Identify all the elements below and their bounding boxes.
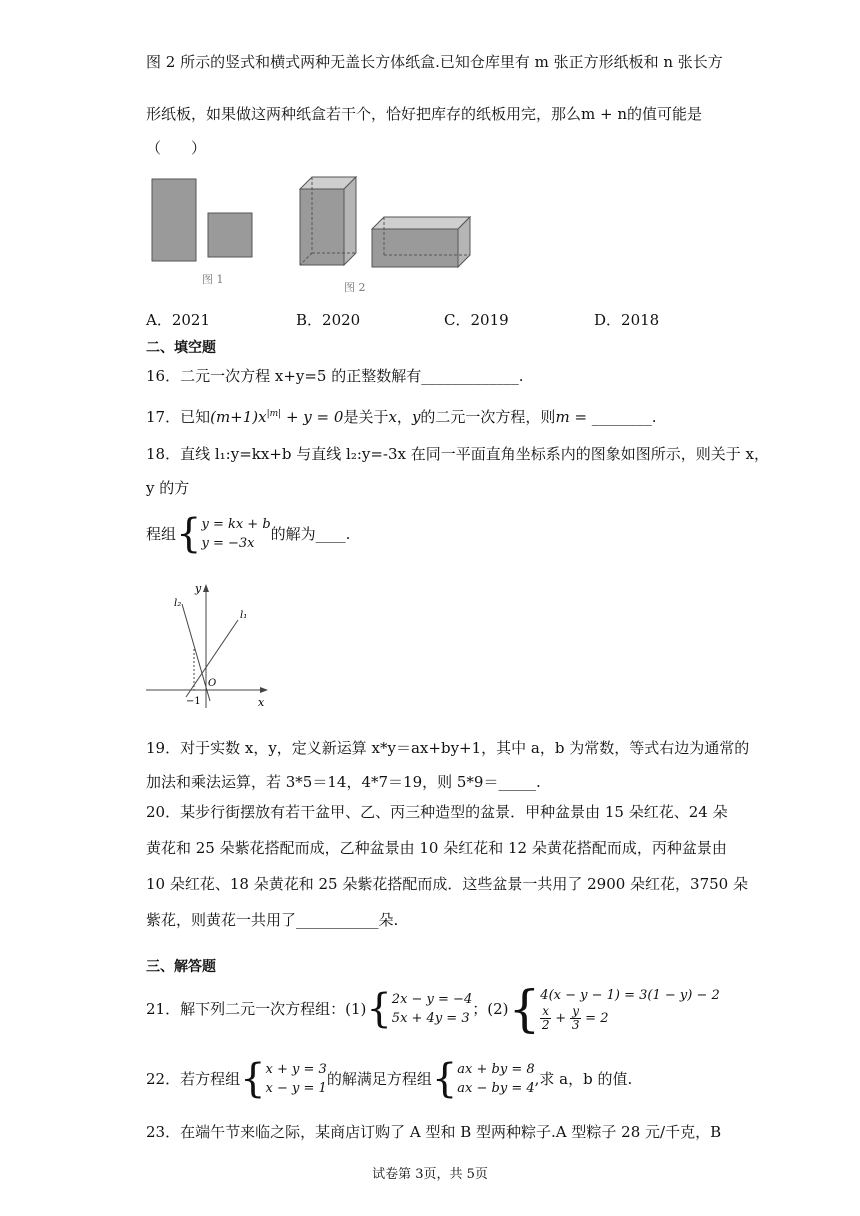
option-a: A．2021 bbox=[146, 311, 211, 329]
q18-system-line bbox=[146, 511, 351, 557]
q22-mid: 的解满足方程组 bbox=[326, 1070, 432, 1088]
tick-minus-one: −1 bbox=[186, 696, 201, 707]
q21-p2-eq1: 4(x − y − 1) = 3(1 − y) − 2 bbox=[540, 988, 720, 1003]
fig2-vertical-box bbox=[300, 177, 356, 265]
q17-sep: ， bbox=[396, 408, 412, 426]
q20-text-line3: 10 朵红花、18 朵黄花和 25 朵紫花搭配而成．这些盆景一共用了 2900 朵红花，3750 朵 bbox=[146, 875, 748, 893]
q18-eq1: y = kx + b bbox=[201, 517, 271, 532]
q21-p2-eq2: $\frac{x}{2}$ + $\frac{y}{3}$ = 2 bbox=[541, 1004, 609, 1032]
origin-label: O bbox=[208, 678, 217, 689]
q17-answer-blank: = ________. bbox=[569, 408, 657, 426]
fig2-horizontal-box bbox=[372, 217, 470, 267]
q18-text-line1: 18．直线 l₁:y=kx+b 与直线 l₂:y=-3x 在同一平面直角坐标系内的图象如图所示，则关于 x， bbox=[146, 445, 769, 463]
q21-line bbox=[146, 980, 720, 1038]
q17-expr-b: + y = 0 bbox=[281, 408, 344, 426]
page-footer: 试卷第 3页，共 5页 bbox=[372, 1167, 488, 1182]
l1-label: l₁ bbox=[240, 610, 248, 621]
q18-text-line2: y 的方 bbox=[146, 479, 190, 497]
q15-figures bbox=[140, 165, 500, 295]
x-axis-arrow bbox=[260, 687, 268, 693]
q19-text-line2: 加法和乘法运算，若 3*5＝14，4*7＝19，则 5*9＝_____. bbox=[146, 773, 541, 791]
q18-tail: 的解为____. bbox=[270, 525, 351, 543]
q23-text: 23．在端午节来临之际，某商店订购了 A 型和 B 型两种粽子.A 型粽子 28 元/千克，B bbox=[146, 1123, 722, 1141]
q21-p1-eq1: 2x − y = −4 bbox=[391, 992, 473, 1007]
q21-frac-x-over-2: $\frac{x}{2}$ bbox=[541, 1004, 550, 1032]
l2-label: l₂ bbox=[174, 598, 182, 609]
q21-system-1 bbox=[392, 990, 472, 1028]
q22-s2-eq2: ax − by = 4 bbox=[457, 1081, 535, 1096]
q18-brace: { bbox=[176, 511, 202, 557]
q15-text-line1: 图 2 所示的竖式和横式两种无盖长方体纸盒.已知仓库里有 m 张正方形纸板和 n 张长方 bbox=[146, 53, 723, 71]
q22-s1-eq1: x + y = 3 bbox=[265, 1062, 327, 1077]
q22-s1-eq2: x − y = 1 bbox=[265, 1081, 327, 1096]
fig1-rectangle-sheet bbox=[152, 179, 196, 261]
q20-text-line4: 紫花，则黄花一共用了___________朵. bbox=[146, 911, 399, 929]
q18-system bbox=[201, 515, 270, 553]
q18-lead: 程组 bbox=[146, 525, 177, 543]
q17-var-m: m bbox=[555, 408, 570, 426]
q21-p1-eq2: 5x + 4y = 3 bbox=[391, 1011, 470, 1026]
q21-brace-2: { bbox=[508, 980, 541, 1038]
q20-text-line2: 黄花和 25 朵紫花搭配而成，乙种盆景由 10 朵红花和 12 朵黄花搭配而成，丙种盆景由 bbox=[146, 839, 727, 857]
q22-brace-1: { bbox=[240, 1056, 266, 1102]
q21-mid: ；(2) bbox=[472, 1000, 509, 1018]
q19-text-line1: 19．对于实数 x，y，定义新运算 x*y＝ax+by+1，其中 a，b 为常数，等式右边为通常的 bbox=[146, 739, 750, 757]
q18-eq2: y = −3x bbox=[201, 536, 255, 551]
q22-brace-2: { bbox=[431, 1056, 458, 1102]
q21-lead: 21．解下列二元一次方程组：(1) bbox=[146, 1000, 367, 1018]
q17-exponent: |m| bbox=[266, 409, 282, 419]
fig1-caption: 图 1 bbox=[202, 273, 224, 286]
q17-prefix: 17．已知 bbox=[146, 408, 211, 426]
q17-middle: 是关于 bbox=[343, 408, 389, 426]
q20-text-line1: 20．某步行街摆放有若干盆甲、乙、丙三种造型的盆景．甲种盆景由 15 朵红花、24 朵 bbox=[146, 803, 728, 821]
q17-var-x: x bbox=[388, 408, 397, 426]
q21-frac-y-over-3: $\frac{y}{3}$ bbox=[571, 1004, 580, 1032]
option-d: D．2018 bbox=[594, 311, 660, 329]
axis-x-label: x bbox=[258, 696, 265, 709]
q15-text-line2: 形纸板，如果做这两种纸盒若干个，恰好把库存的纸板用完，那么m + n的值可能是 bbox=[146, 105, 702, 123]
section-heading-solutions: 三、解答题 bbox=[146, 959, 216, 975]
q22-system-2 bbox=[457, 1060, 534, 1098]
y-axis-arrow bbox=[203, 584, 209, 592]
q21-brace-1: { bbox=[366, 986, 392, 1032]
q22-line bbox=[146, 1054, 632, 1103]
q15-answer-blank: （ ） bbox=[146, 139, 207, 157]
option-c: C．2019 bbox=[444, 311, 509, 329]
section-heading-fill-in: 二、填空题 bbox=[146, 340, 216, 356]
q22-tail: ,求 a，b 的值. bbox=[534, 1070, 633, 1088]
q21-system-2 bbox=[540, 986, 719, 1032]
q17-suffix: 的二元一次方程，则 bbox=[420, 408, 556, 426]
q17-var-y: y bbox=[411, 408, 421, 426]
q16-text: 16．二元一次方程 x+y=5 的正整数解有_____________. bbox=[146, 367, 524, 385]
option-b: B．2020 bbox=[296, 311, 361, 329]
fig1-square-sheet bbox=[208, 213, 252, 257]
q18-graph bbox=[146, 580, 276, 710]
q17-expr-a: (m+1)x bbox=[210, 408, 267, 426]
axis-y-label: y bbox=[195, 582, 202, 595]
fig2-caption: 图 2 bbox=[344, 281, 366, 294]
q22-lead: 22．若方程组 bbox=[146, 1070, 241, 1088]
q22-s2-eq1: ax + by = 8 bbox=[457, 1062, 535, 1077]
q17-text bbox=[146, 404, 657, 427]
q22-system-1 bbox=[266, 1060, 327, 1098]
